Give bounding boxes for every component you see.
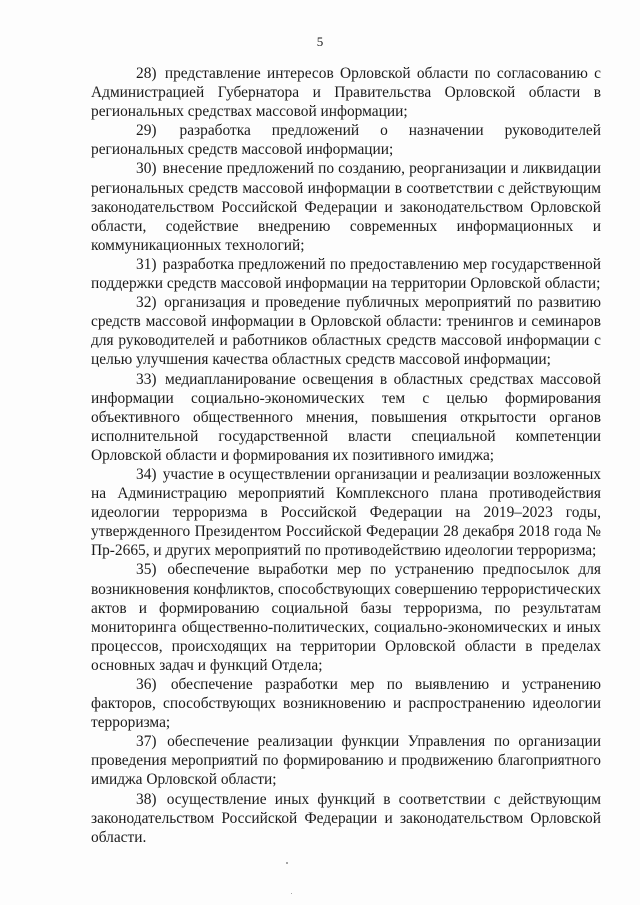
item-text: разработка предложений о назначении руководителей региональных средств массовой информации; [91, 122, 601, 159]
page-number: 5 [316, 34, 324, 49]
item-text: обеспечение выработки мер по устранению предпосылок для возникновения конфликтов, способствующих совершению террористических актов и формированию социальной базы терроризма, по результатам мониторинга общественно-политических, социально-экономических и иных процессов, происходящих на территории Орловской области в пределах основных задач и функций Отдела; [91, 561, 601, 674]
item-number: 31) [136, 255, 157, 273]
list-item [91, 675, 601, 732]
item-number: 34) [136, 465, 157, 483]
list-item [91, 255, 601, 293]
scan-speck [286, 862, 288, 864]
list-item [91, 121, 601, 159]
item-text: осуществление иных функций в соответствии с действующим законодательством Российской Федерации и законодательством Орловской области. [91, 790, 601, 846]
document-body [91, 64, 601, 847]
item-number: 29) [136, 122, 157, 140]
item-text: разработка предложений по предоставлению мер государственной поддержки средств массовой информации на территории Орловской области; [91, 255, 601, 293]
list-item [91, 293, 601, 369]
list-item [91, 790, 601, 847]
item-text: организация и проведение публичных мероприятий по развитию средств массовой информации в Орловской области: тренингов и семинаров для руководителей и работников областных средств массовой информации с целью улучшения качества областных средств массовой информации; [91, 294, 601, 369]
list-item [91, 560, 601, 675]
item-number: 37) [136, 733, 157, 751]
item-text: участие в осуществлении организации и реализации возложенных на Администрацию мероприятий Комплексного плана противодействия идеологии терроризма в Российской Федерации на 2019–2023 годы, утвержденного Президентом Российской Федерации 28 декабря 2018 года № Пр-2665, и других мероприятий по противодействию идеологии терроризма; [91, 465, 601, 560]
item-text: обеспечение реализации функции Управления по организации проведения мероприятий по формированию и продвижению благоприятного имиджа Орловской области; [91, 733, 601, 789]
list-item [91, 465, 601, 560]
item-number: 38) [136, 790, 157, 808]
item-number: 35) [136, 561, 157, 579]
item-number: 30) [136, 160, 157, 178]
list-item [91, 159, 601, 254]
item-number: 36) [136, 676, 157, 693]
item-number: 28) [136, 65, 157, 82]
item-number: 32) [136, 294, 157, 312]
list-item [91, 370, 601, 465]
item-text: обеспечение разработки мер по выявлению и устранению факторов, способствующих возникновению и распространению идеологии терроризма; [91, 676, 601, 732]
item-text: медиапланирование освещения в областных средствах массовой информации социально-экономических тем с целью формирования объективного общественного мнения, повышения открытости органов исполнительной государственной власти специальной компетенции Орловской области и формирования их позитивного имиджа; [91, 370, 602, 464]
scan-speck [291, 893, 292, 894]
item-text: представление интересов Орловской области по согласованию с Администрацией Губернатора и Правительства Орловской области в региональных средствах массовой информации; [91, 65, 602, 121]
item-text: внесение предложений по созданию, реорганизации и ликвидации региональных средств массовой информации в соответствии с действующим законодательством Российской Федерации и законодательством Орловской области, содействие внедрению современных информационных и коммуникационных технологий; [91, 160, 601, 254]
item-number: 33) [136, 370, 157, 388]
list-item [91, 64, 601, 121]
list-item [91, 732, 601, 789]
